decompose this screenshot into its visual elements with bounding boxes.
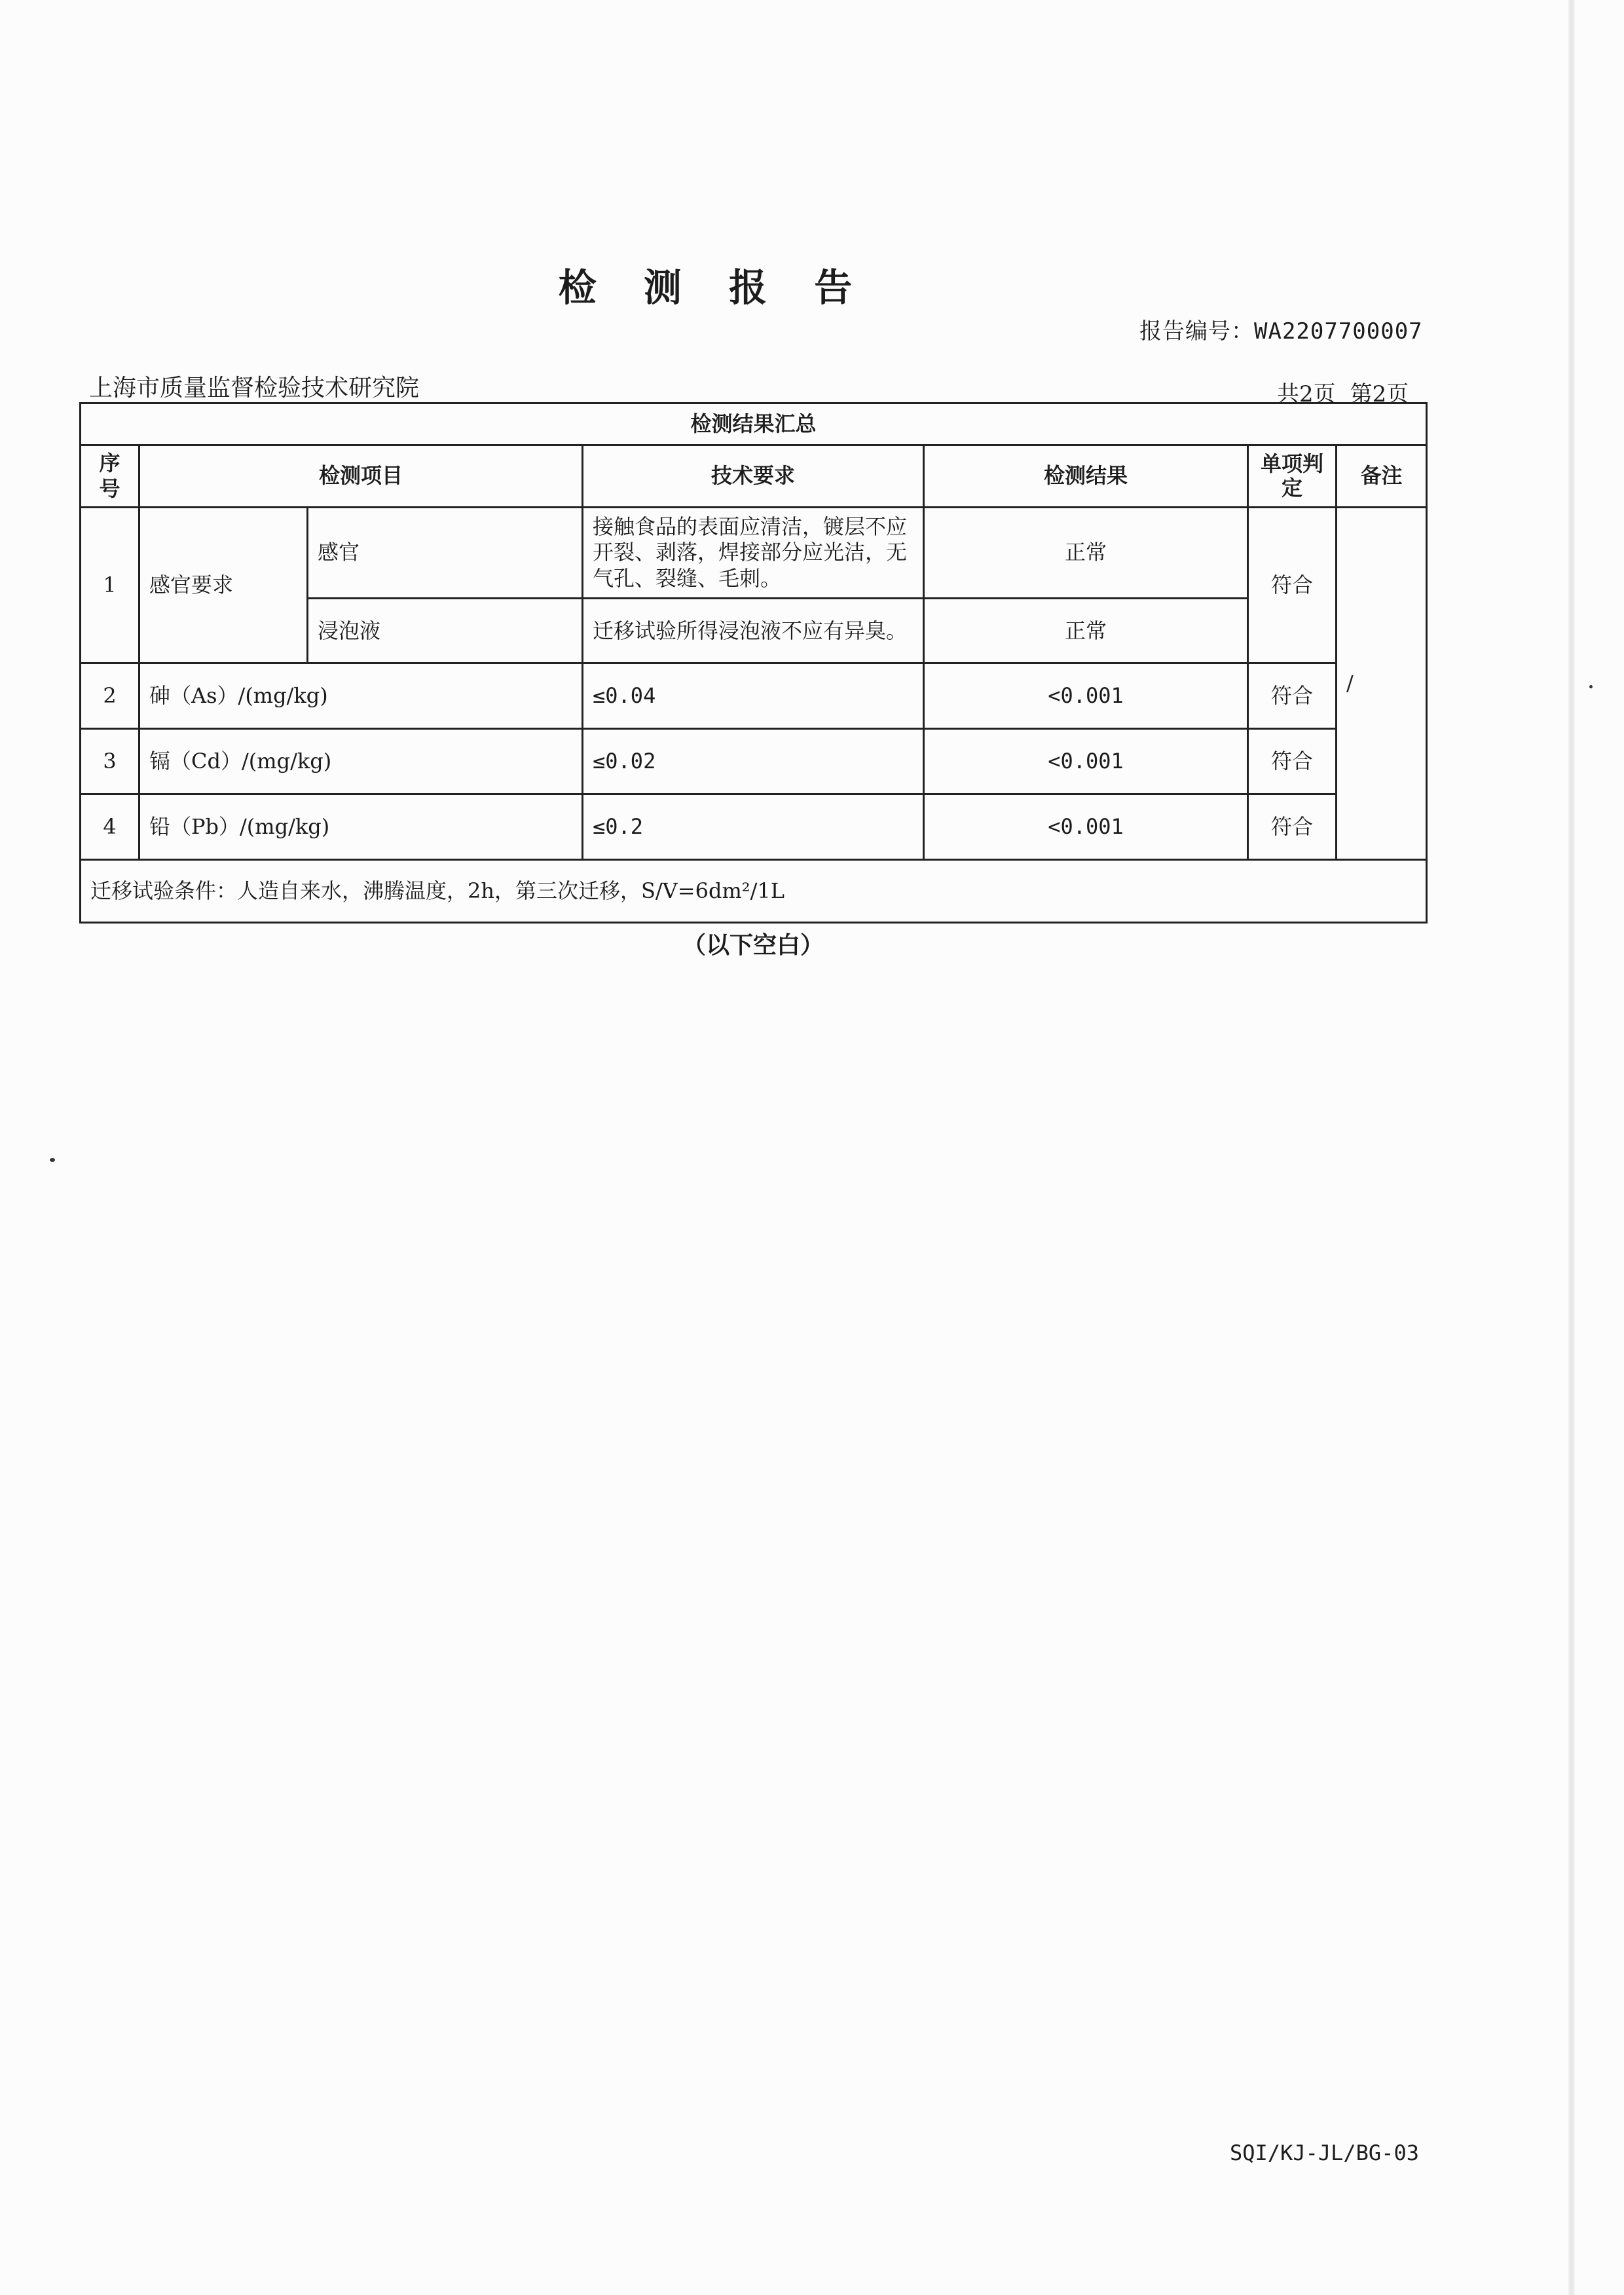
row-requirement: 接触食品的表面应清洁，镀层不应开裂、剥落，焊接部分应光洁，无气孔、裂缝、毛刺。 — [583, 508, 924, 598]
results-table — [79, 402, 1428, 924]
row-judgement: 符合 — [1248, 663, 1337, 729]
row-no: 3 — [81, 729, 139, 794]
end-note: （以下空白） — [682, 932, 824, 959]
row-subitem: 感官 — [308, 508, 583, 598]
report-number — [1139, 313, 1423, 345]
table-row — [81, 663, 1427, 729]
header-requirement: 技术要求 — [583, 445, 924, 508]
institute-name: 上海市质量监督检验技术研究院 — [89, 375, 420, 401]
row-item: 铅（Pb）/(mg/kg) — [139, 794, 583, 860]
row-result: 正常 — [924, 598, 1248, 663]
header-judgement: 单项判定 — [1248, 445, 1337, 508]
table-caption: 检测结果汇总 — [81, 403, 1427, 445]
header-no: 序号 — [81, 445, 139, 508]
row-judgement: 符合 — [1248, 508, 1337, 663]
row-no: 2 — [81, 663, 139, 729]
scan-speck — [1589, 685, 1593, 688]
row-result: <0.001 — [924, 794, 1248, 860]
remark-cell: / — [1337, 508, 1427, 860]
migration-condition: 迁移试验条件：人造自来水，沸腾温度，2h，第三次迁移，S/V=6dm²/1L — [81, 860, 1427, 923]
scan-edge — [1568, 0, 1575, 2295]
row-requirement: 迁移试验所得浸泡液不应有异臭。 — [583, 598, 924, 663]
table-row — [81, 729, 1427, 794]
report-number-label: 报告编号： — [1139, 318, 1254, 345]
page-total: 共2页 — [1277, 381, 1336, 407]
row-subitem: 浸泡液 — [308, 598, 583, 663]
table-row — [81, 794, 1427, 860]
row-item: 感官要求 — [139, 508, 308, 663]
form-code: SQI/KJ-JL/BG-03 — [1230, 2140, 1419, 2165]
row-requirement: ≤0.02 — [583, 729, 924, 794]
row-no: 1 — [81, 508, 139, 663]
row-result: <0.001 — [924, 729, 1248, 794]
row-result: <0.001 — [924, 663, 1248, 729]
row-judgement: 符合 — [1248, 729, 1337, 794]
document-title: 检 测 报 告 — [558, 265, 870, 310]
row-result: 正常 — [924, 508, 1248, 598]
header-result: 检测结果 — [924, 445, 1248, 508]
row-judgement: 符合 — [1248, 794, 1337, 860]
header-remark: 备注 — [1337, 445, 1427, 508]
row-no: 4 — [81, 794, 139, 860]
row-requirement: ≤0.04 — [583, 663, 924, 729]
scan-speck — [50, 1158, 55, 1162]
report-number-value: WA2207700007 — [1254, 318, 1423, 345]
page-current: 第2页 — [1350, 381, 1409, 407]
row-requirement: ≤0.2 — [583, 794, 924, 860]
table-row — [81, 508, 1427, 598]
row-item: 镉（Cd）/(mg/kg) — [139, 729, 583, 794]
header-item: 检测项目 — [139, 445, 583, 508]
row-item: 砷（As）/(mg/kg) — [139, 663, 583, 729]
